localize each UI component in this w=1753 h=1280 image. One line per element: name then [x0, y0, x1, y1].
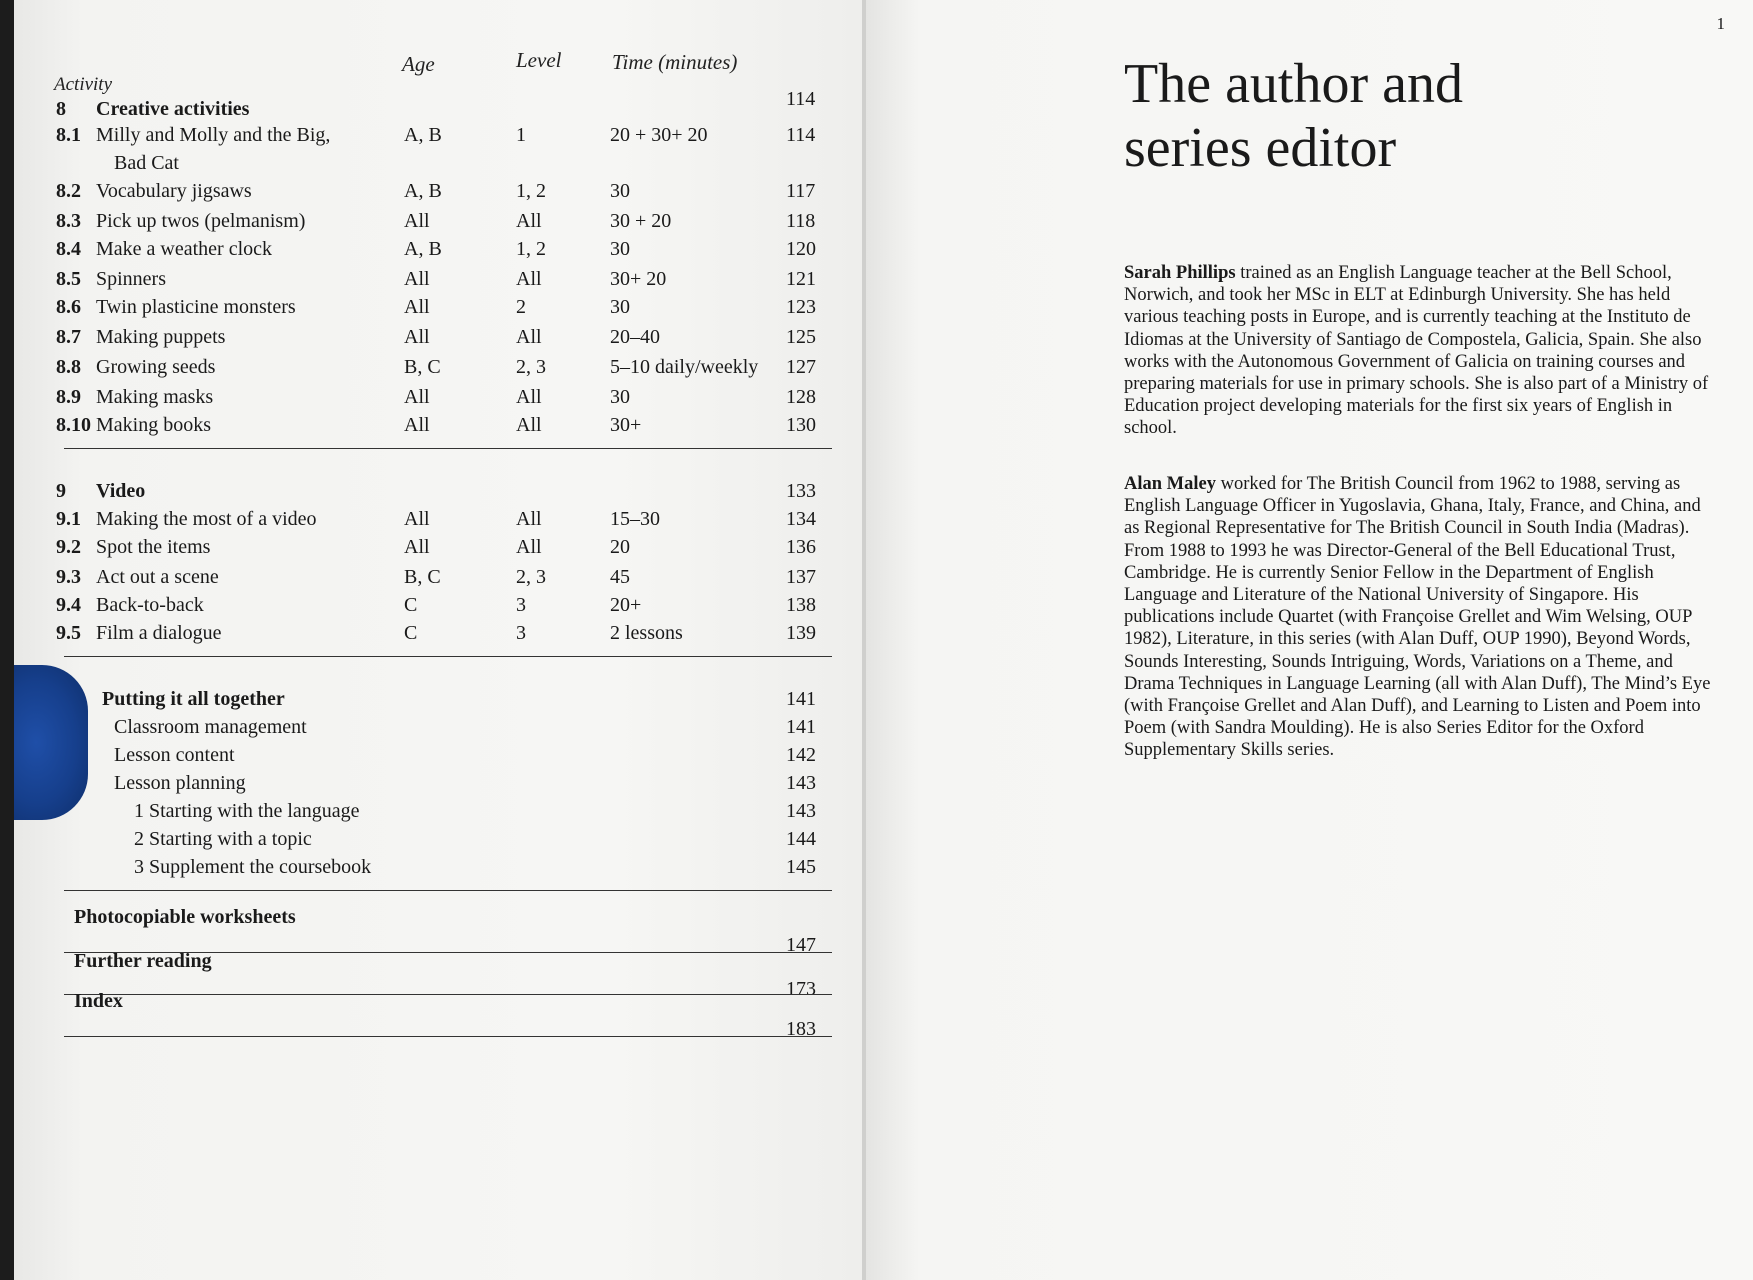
page-number: 137 [786, 566, 816, 588]
activity-title: Bad Cat [114, 152, 179, 174]
time-cell: 30 [610, 296, 630, 318]
title-line-1: The author and [1124, 53, 1463, 115]
level-cell: All [516, 268, 542, 290]
time-cell: 20+ [610, 594, 642, 616]
activity-header: Activity [54, 74, 113, 95]
section-number: 9 [56, 480, 66, 502]
section-divider [64, 890, 832, 891]
table-row [14, 386, 864, 416]
time-header: Time (minutes) [612, 50, 738, 74]
section-title: Creative activities [96, 98, 250, 120]
activity-title: Twin plasticine monsters [96, 296, 296, 318]
page-number: 141 [786, 688, 816, 710]
bio-text: worked for The British Council from 1962 to 1988, serving as English Language Officer in Yugoslavia, Ghana, Italy, France, and China, and as Regional Representative for The British Council in South India (Madras). From 1988 to 1993 he was Director-General of the Bell Educational Trust, Cambridge. He is currently Senior Fellow in the Department of English Language and Literature of the National University of Singapore. His publications include Quartet (with Françoise Grellet and Wim Welsing, OUP 1982), Literature, in this series (with Alan Duff, OUP 1990), Beyond Words, Sounds Interesting, Sounds Intriguing, Words, Variations on a Theme, and Drama Techniques in Language Learning (all with Alan Duff), The Mind’s Eye (with Françoise Grellet and Alan Duff), and Learning to Listen and Poem into Poem (with Sandra Moulding). He is also Series Editor for the Oxford Supplementary Skills series. [1124, 474, 1711, 761]
page-number: 139 [786, 622, 816, 644]
author-page [866, 0, 1753, 1280]
bio-name: Alan Maley [1124, 474, 1216, 494]
back-matter-title: Photocopiable worksheets [74, 906, 296, 928]
activity-number: 9.4 [56, 594, 81, 616]
activity-title: Lesson planning [114, 772, 246, 794]
time-cell: 30 + 20 [610, 210, 672, 232]
time-cell: 30 [610, 180, 630, 202]
table-row [14, 536, 864, 566]
table-row [14, 508, 864, 538]
level-cell: 1, 2 [516, 180, 546, 202]
section-number: 8 [56, 98, 66, 120]
level-cell: 3 [516, 594, 526, 616]
back-matter-row [14, 950, 864, 1000]
age-cell: All [404, 326, 430, 348]
activity-title: Making puppets [96, 326, 226, 348]
page-number: 130 [786, 414, 816, 436]
age-cell: All [404, 296, 430, 318]
table-row [14, 744, 864, 774]
time-cell: 20 + 30+ 20 [610, 124, 708, 146]
page-number: 138 [786, 594, 816, 616]
activity-number: 8.9 [56, 386, 81, 408]
page-number: 117 [786, 180, 816, 202]
activity-number: 8.4 [56, 238, 81, 260]
time-cell: 20–40 [610, 326, 660, 348]
activity-number: 8.5 [56, 268, 81, 290]
age-header: Age [402, 52, 435, 76]
page-number: 114 [786, 124, 816, 146]
page-number: 133 [786, 480, 816, 502]
table-row [14, 800, 864, 830]
table-row [14, 124, 864, 154]
age-cell: B, C [404, 566, 441, 588]
section-divider [64, 448, 832, 449]
table-row [14, 716, 864, 746]
time-cell: 30+ 20 [610, 268, 667, 290]
activity-title: 3 Supplement the coursebook [134, 856, 372, 878]
page-number: 128 [786, 386, 816, 408]
table-row [14, 594, 864, 624]
table-row [14, 622, 864, 652]
activity-number: 9.5 [56, 622, 81, 644]
level-cell: 3 [516, 622, 526, 644]
activity-number: 8.10 [56, 414, 91, 436]
page-number: 121 [786, 268, 816, 290]
level-cell: All [516, 210, 542, 232]
page-number: 118 [786, 210, 816, 232]
level-cell: All [516, 326, 542, 348]
table-row [14, 326, 864, 356]
level-cell: All [516, 536, 542, 558]
age-cell: All [404, 536, 430, 558]
activity-title: Spot the items [96, 536, 211, 558]
page-number: 147 [786, 934, 816, 956]
level-cell: All [516, 386, 542, 408]
activity-title: Making masks [96, 386, 214, 408]
age-cell: All [404, 386, 430, 408]
activity-title: Lesson content [114, 744, 235, 766]
activity-title: Spinners [96, 268, 166, 290]
table-row [14, 268, 864, 298]
table-row [14, 356, 864, 386]
age-cell: All [404, 414, 430, 436]
activity-number: 8.6 [56, 296, 81, 318]
back-matter-row [14, 990, 864, 1040]
bio-name: Sarah Phillips [1124, 263, 1236, 283]
activity-title: Making books [96, 414, 211, 436]
activity-title: Act out a scene [96, 566, 219, 588]
level-cell: 2, 3 [516, 566, 546, 588]
table-row [14, 238, 864, 268]
thumb [14, 665, 88, 820]
page-number: 136 [786, 536, 816, 558]
page-number: 183 [786, 1018, 816, 1040]
page-number: 134 [786, 508, 816, 530]
section-title: Putting it all together [102, 688, 285, 710]
activity-title: 2 Starting with a topic [134, 828, 312, 850]
activity-number: 8.7 [56, 326, 81, 348]
age-cell: A, B [404, 180, 442, 202]
back-matter-title: Further reading [74, 950, 212, 972]
contents-page [14, 0, 864, 1280]
level-cell: 2, 3 [516, 356, 546, 378]
section-heading [14, 480, 864, 510]
table-row [14, 152, 864, 182]
page-number: 143 [786, 800, 816, 822]
table-row [14, 296, 864, 326]
age-cell: A, B [404, 238, 442, 260]
page-title [1124, 52, 1724, 180]
level-cell: 1, 2 [516, 238, 546, 260]
activity-title: Back-to-back [96, 594, 204, 616]
title-line-2: series editor [1124, 117, 1397, 179]
table-row [14, 180, 864, 210]
page-number: 1 [1716, 14, 1725, 33]
table-row [14, 210, 864, 240]
page-number: 127 [786, 356, 816, 378]
activity-number: 8.2 [56, 180, 81, 202]
back-matter-row [14, 906, 864, 956]
activity-title: Film a dialogue [96, 622, 222, 644]
level-cell: 2 [516, 296, 526, 318]
table-row [14, 856, 864, 886]
level-cell: 1 [516, 124, 526, 146]
table-row [14, 772, 864, 802]
time-cell: 45 [610, 566, 630, 588]
age-cell: C [404, 594, 418, 616]
time-cell: 5–10 daily/weekly [610, 356, 759, 378]
time-cell: 15–30 [610, 508, 660, 530]
page-number: 145 [786, 856, 816, 878]
page-number: 142 [786, 744, 816, 766]
activity-number: 9.1 [56, 508, 81, 530]
time-cell: 30 [610, 238, 630, 260]
age-cell: B, C [404, 356, 441, 378]
page-number: 120 [786, 238, 816, 260]
age-cell: All [404, 508, 430, 530]
activity-title: Pick up twos (pelmanism) [96, 210, 306, 232]
time-cell: 2 lessons [610, 622, 683, 644]
section-divider [64, 656, 832, 657]
section-title: Video [96, 480, 146, 502]
age-cell: C [404, 622, 418, 644]
activity-number: 9.3 [56, 566, 81, 588]
activity-title: Make a weather clock [96, 238, 273, 260]
time-cell: 20 [610, 536, 630, 558]
activity-title: Growing seeds [96, 356, 216, 378]
level-header: Level [516, 48, 562, 72]
age-cell: A, B [404, 124, 442, 146]
page-number: 114 [786, 88, 816, 110]
page-number: 141 [786, 716, 816, 738]
bio-alan-maley [1124, 473, 1714, 762]
level-cell: All [516, 414, 542, 436]
activity-number: 8.8 [56, 356, 81, 378]
activity-title: Vocabulary jigsaws [96, 180, 252, 202]
activity-number: 9.2 [56, 536, 81, 558]
table-row [14, 828, 864, 858]
activity-number: 8.1 [56, 124, 81, 146]
activity-number: 8.3 [56, 210, 81, 232]
table-row [14, 566, 864, 596]
bio-text: trained as an English Language teacher at the Bell School, Norwich, and took her MSc in ELT at Edinburgh University. She has held various teaching posts in Europe, and is currently teaching at the Instituto de Idiomas at the University of Santiago de Compostela, Galicia, Spain. She also works with the Autonomous Government of Galicia on training courses and preparing materials for use in primary schools. She is also part of a Ministry of Education project developing materials for the first six years of English in school. [1124, 263, 1709, 439]
table-row [14, 414, 864, 444]
page-number: 123 [786, 296, 816, 318]
activity-title: Milly and Molly and the Big, [96, 124, 331, 146]
time-cell: 30 [610, 386, 630, 408]
time-cell: 30+ [610, 414, 642, 436]
page-number: 173 [786, 978, 816, 1000]
activity-title: 1 Starting with the language [134, 800, 360, 822]
page-number: 143 [786, 772, 816, 794]
back-matter-title: Index [74, 990, 123, 1012]
section-heading [14, 688, 864, 718]
page-number: 125 [786, 326, 816, 348]
activity-title: Making the most of a video [96, 508, 317, 530]
page-number: 144 [786, 828, 816, 850]
level-cell: All [516, 508, 542, 530]
age-cell: All [404, 268, 430, 290]
back-matter-divider [64, 1036, 832, 1037]
age-cell: All [404, 210, 430, 232]
activity-title: Classroom management [114, 716, 307, 738]
bio-sarah-phillips [1124, 262, 1714, 440]
